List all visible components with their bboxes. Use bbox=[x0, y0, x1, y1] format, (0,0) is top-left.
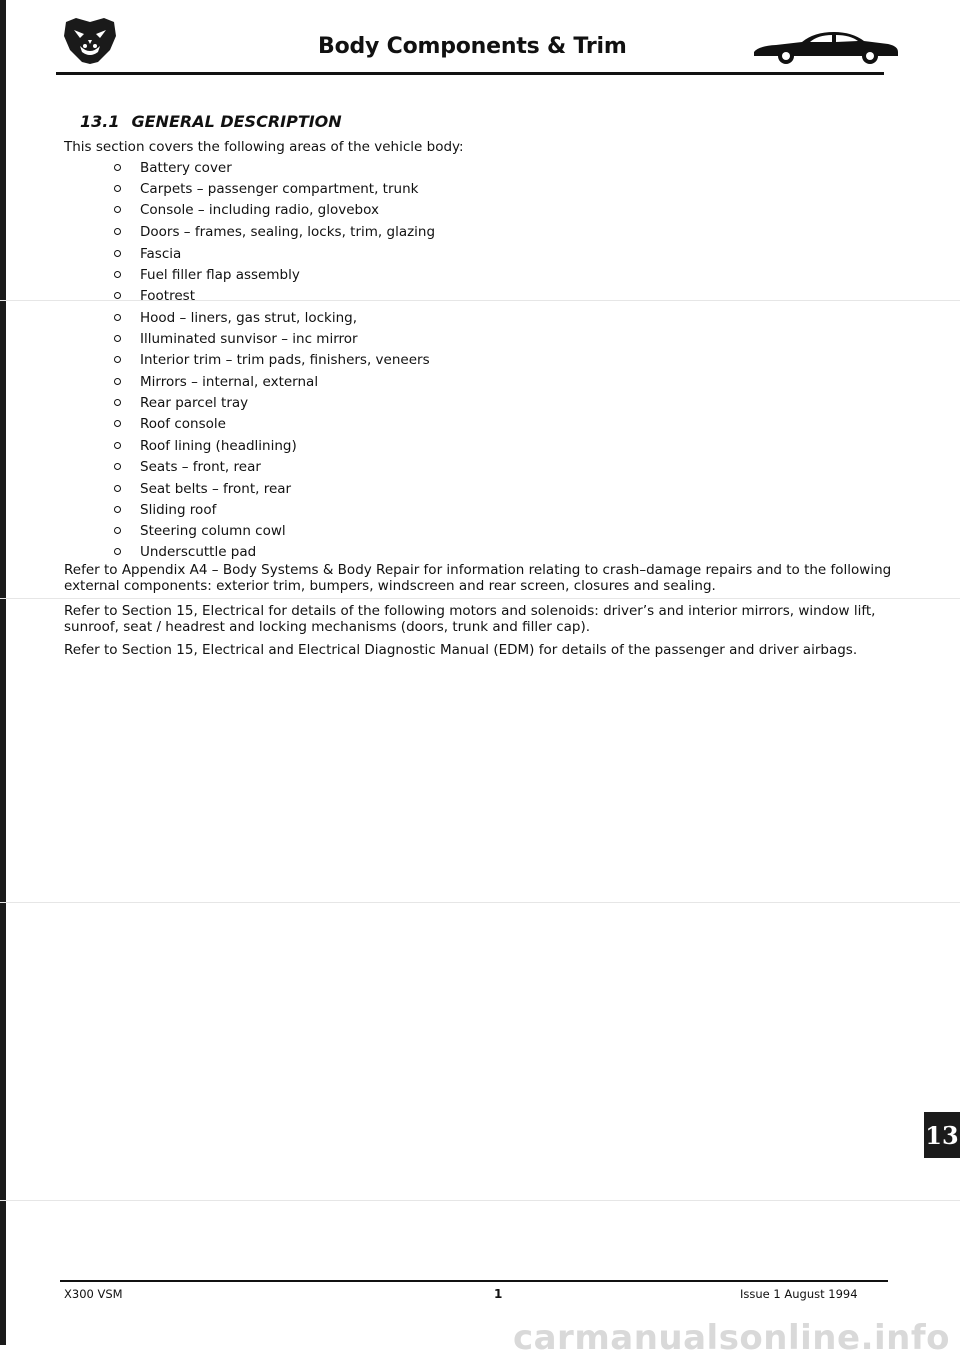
list-item: Footrest bbox=[114, 288, 714, 308]
bullet-icon bbox=[114, 548, 121, 555]
list-item: Battery cover bbox=[114, 160, 714, 180]
list-item: Fuel filler flap assembly bbox=[114, 267, 714, 287]
list-item: Illuminated sunvisor – inc mirror bbox=[114, 331, 714, 351]
list-item: Carpets – passenger compartment, trunk bbox=[114, 181, 714, 201]
list-item: Mirrors – internal, external bbox=[114, 374, 714, 394]
bullet-icon bbox=[114, 271, 121, 278]
list-item: Sliding roof bbox=[114, 502, 714, 522]
scan-artifact-line bbox=[0, 598, 960, 599]
list-item: Roof console bbox=[114, 416, 714, 436]
section-intro: This section covers the following areas of the vehicle body: bbox=[64, 139, 464, 155]
bullet-icon bbox=[114, 185, 121, 192]
bullet-icon bbox=[114, 420, 121, 427]
list-item: Hood – liners, gas strut, locking, bbox=[114, 310, 714, 330]
paragraph-edm-ref: Refer to Section 15, Electrical and Electrical Diagnostic Manual (EDM) for details of the passenger and driver airbags. bbox=[64, 642, 858, 658]
footer-issue-date: Issue 1 August 1994 bbox=[740, 1287, 858, 1301]
bullet-icon bbox=[114, 164, 121, 171]
bullet-icon bbox=[114, 485, 121, 492]
bullet-icon bbox=[114, 527, 121, 534]
page-edge-rule bbox=[0, 0, 6, 1345]
scan-artifact-line bbox=[0, 902, 960, 903]
footer-document-code: X300 VSM bbox=[64, 1287, 123, 1301]
car-silhouette-icon bbox=[752, 28, 900, 66]
list-item: Roof lining (headlining) bbox=[114, 438, 714, 458]
bullet-icon bbox=[114, 292, 121, 299]
bullet-icon bbox=[114, 250, 121, 257]
list-item: Underscuttle pad bbox=[114, 544, 714, 564]
bullet-icon bbox=[114, 356, 121, 363]
section-tab[interactable]: 13 bbox=[924, 1112, 960, 1158]
bullet-icon bbox=[114, 228, 121, 235]
header-rule bbox=[56, 72, 884, 75]
bullet-icon bbox=[114, 463, 121, 470]
list-item: Console – including radio, glovebox bbox=[114, 202, 714, 222]
jaguar-head-logo bbox=[58, 16, 122, 66]
section-title: GENERAL DESCRIPTION bbox=[131, 112, 342, 131]
scan-artifact-line bbox=[0, 1200, 960, 1201]
footer-rule bbox=[60, 1280, 888, 1282]
list-item: Seat belts – front, rear bbox=[114, 481, 714, 501]
paragraph-appendix-ref: Refer to Appendix A4 – Body Systems & Body Repair for information relating to crash–damage repairs and to the following external components: exterior trim, bumpers, windscreen and rear screen, closures and sealing. bbox=[64, 562, 892, 594]
bullet-icon bbox=[114, 378, 121, 385]
section-heading bbox=[80, 112, 342, 131]
list-item: Seats – front, rear bbox=[114, 459, 714, 479]
paragraph-electrical-ref: Refer to Section 15, Electrical for details of the following motors and solenoids: driver’s and interior mirrors, window lift, sunroof, seat / headrest and locking mechanisms (doors, trunk and filler cap). bbox=[64, 603, 876, 635]
page-number: 1 bbox=[494, 1287, 503, 1301]
bullet-icon bbox=[114, 206, 121, 213]
list-item: Rear parcel tray bbox=[114, 395, 714, 415]
list-item: Interior trim – trim pads, finishers, veneers bbox=[114, 352, 714, 372]
list-item: Doors – frames, sealing, locks, trim, glazing bbox=[114, 224, 714, 244]
bullet-icon bbox=[114, 442, 121, 449]
list-item: Steering column cowl bbox=[114, 523, 714, 543]
bullet-icon bbox=[114, 335, 121, 342]
bullet-icon bbox=[114, 506, 121, 513]
section-number: 13.1 bbox=[80, 112, 120, 131]
header-title: Body Components & Trim bbox=[318, 34, 627, 59]
watermark: carmanualsonline.info bbox=[512, 1318, 950, 1358]
bullet-icon bbox=[114, 399, 121, 406]
bullet-icon bbox=[114, 314, 121, 321]
list-item: Fascia bbox=[114, 246, 714, 266]
